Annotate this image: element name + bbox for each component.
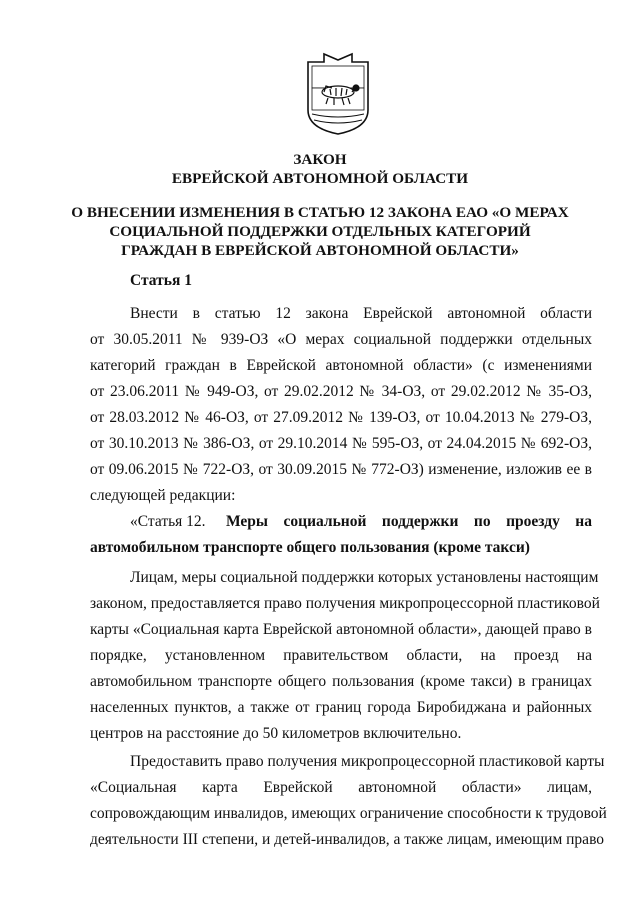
body-line: порядке, установленном правительством области, на проезд на (90, 647, 592, 664)
body-line: деятельности III степени, и детей-инвалидов, а также лицам, имеющим право (90, 831, 605, 848)
body-line: от 30.05.2011 № 939-ОЗ «О мерах социальной поддержки отдельных (90, 331, 592, 348)
law-subject (0, 203, 640, 260)
article-12-number: «Статья 12. (130, 513, 206, 530)
body-line: от 30.10.2013 № 386-ОЗ, от 29.10.2014 № 595-ОЗ, от 24.04.2015 № 692-ОЗ, (90, 435, 592, 452)
article-12-heading (130, 512, 592, 532)
body-line: от 09.06.2015 № 722-ОЗ, от 30.09.2015 № 772-ОЗ) изменение, изложив ее в (90, 461, 592, 478)
body-line: карты «Социальная карта Еврейской автономной области», дающей право в (90, 621, 592, 638)
law-title (0, 150, 640, 188)
body-line: центров на расстояние до 50 километров включительно. (90, 725, 462, 742)
law-subject-line: СОЦИАЛЬНОЙ ПОДДЕРЖКИ ОТДЕЛЬНЫХ КАТЕГОРИЙ (109, 223, 531, 240)
coat-of-arms-emblem (302, 48, 374, 136)
article-12-title-part: автомобильном транспорте общего пользования (кроме такси) (90, 539, 530, 556)
body-line: следующей редакции: (90, 487, 236, 504)
article-12-title-part: Меры социальной поддержки по проезду на (226, 513, 592, 530)
body-line: от 23.06.2011 № 949-ОЗ, от 29.02.2012 № 34-ОЗ, от 29.02.2012 № 35-ОЗ, (90, 383, 592, 400)
law-title-line2: ЕВРЕЙСКОЙ АВТОНОМНОЙ ОБЛАСТИ (171, 170, 469, 187)
article-title: Статья 1 (130, 272, 192, 289)
body-line: автомобильном транспорте общего пользования (кроме такси) в границах (90, 673, 592, 690)
body-line: Лицам, меры социальной поддержки которых установлены настоящим (130, 569, 599, 586)
body-line: «Социальная карта Еврейской автономной области» лицам, (90, 779, 592, 796)
body-line: Внести в статью 12 закона Еврейской автономной области (130, 305, 592, 322)
body-line: Предоставить право получения микропроцессорной пластиковой карты (130, 753, 605, 770)
body-line: категорий граждан в Еврейской автономной области» (с изменениями (90, 357, 592, 374)
body-line: от 28.03.2012 № 46-ОЗ, от 27.09.2012 № 139-ОЗ, от 10.04.2013 № 279-ОЗ, (90, 409, 592, 426)
law-subject-line: ГРАЖДАН В ЕВРЕЙСКОЙ АВТОНОМНОЙ ОБЛАСТИ» (121, 242, 519, 259)
law-title-line1: ЗАКОН (293, 151, 347, 168)
body-line: законом, предоставляется право получения микропроцессорной пластиковой (90, 595, 600, 612)
law-subject-line: О ВНЕСЕНИИ ИЗМЕНЕНИЯ В СТАТЬЮ 12 ЗАКОНА ЕАО «О МЕРАХ (71, 204, 569, 221)
body-line: населенных пунктов, а также от границ города Биробиджана и районных (90, 699, 592, 716)
body-line: сопровождающим инвалидов, имеющих ограничение способности к трудовой (90, 805, 607, 822)
